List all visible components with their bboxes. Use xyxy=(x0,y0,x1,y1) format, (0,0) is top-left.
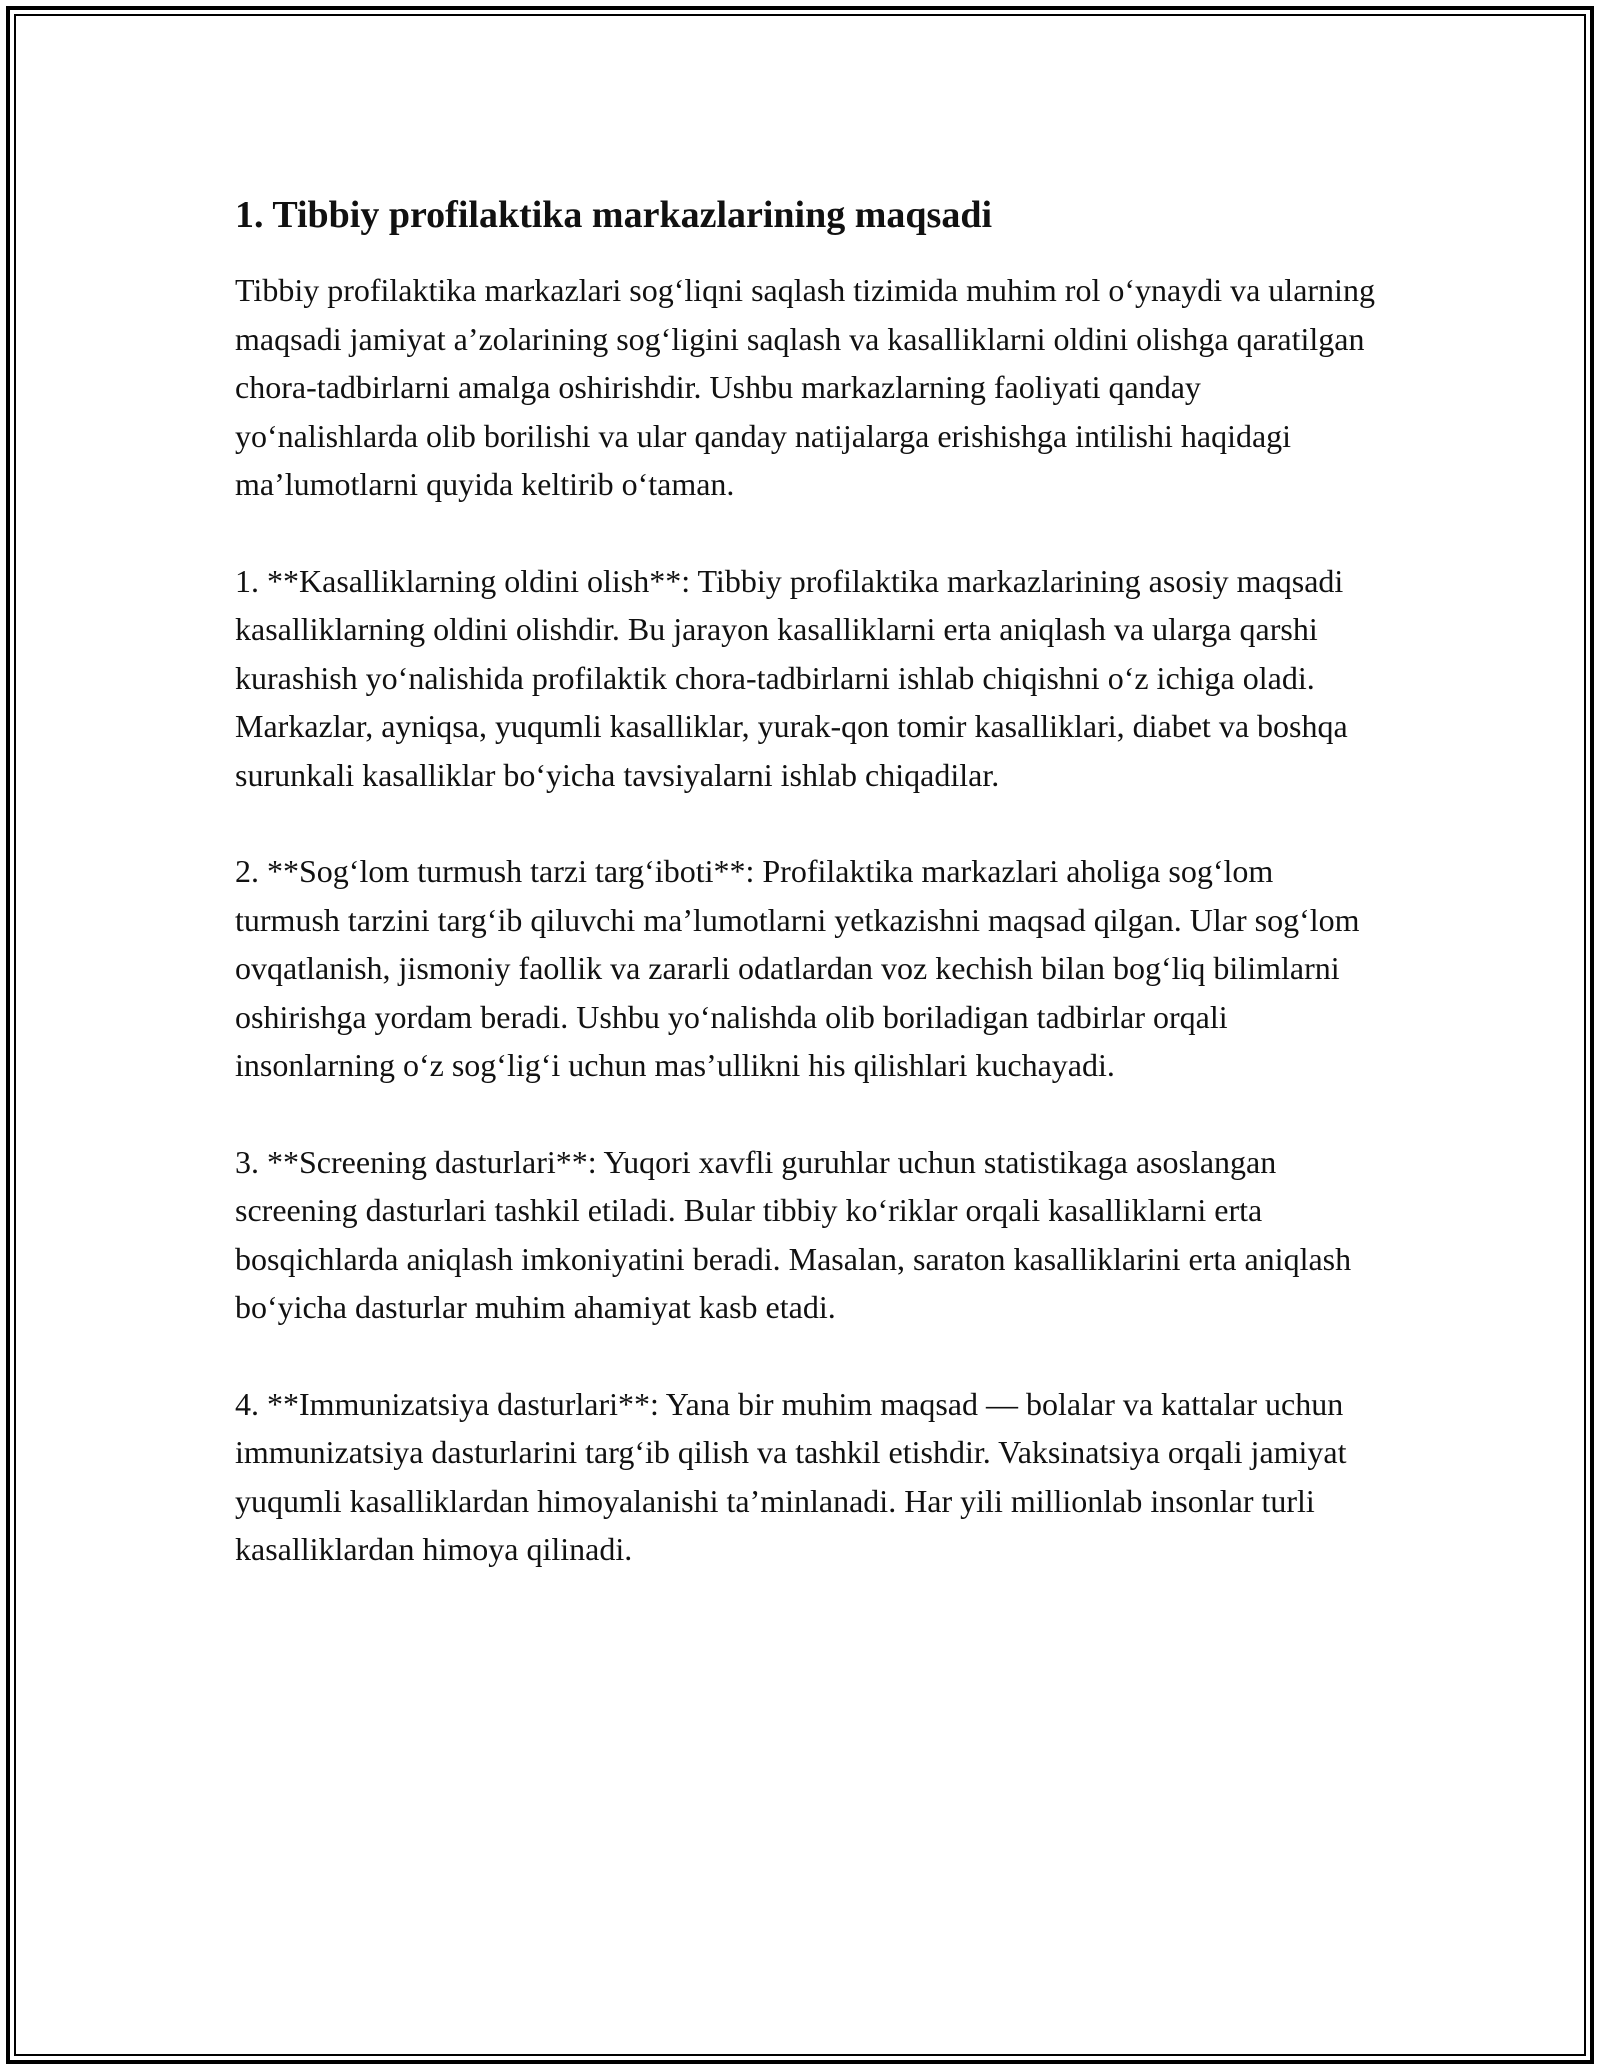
section-heading: 1. Tibbiy profilaktika markazlarining maqsadi xyxy=(235,194,993,236)
document-body xyxy=(235,186,1375,1622)
paragraph-immunization-programs: 4. **Immunizatsiya dasturlari**: Yana bir muhim maqsad — bolalar va kattalar uchun immunizatsiya dasturlarini targ‘ib qilish va tashkil etishdir. Vaksinatsiya orqali jamiyat yuqumli kasalliklardan himoyalanishi ta’minlanadi. Har yili millionlab insonlar turli kasalliklardan himoya qilinadi. xyxy=(235,1385,1347,1567)
paragraph-healthy-lifestyle: 2. **Sog‘lom turmush tarzi targ‘iboti**: Profilaktika markazlari aholiga sog‘lom turmush tarzini targ‘ib qiluvchi ma’lumotlarni yetkazishni maqsad qilgan. Ular sog‘lom ovqatlanish, jismoniy faollik va zararli odatlardan voz kechish bilan bog‘liq bilimlarni oshirishga yordam beradi. Ushbu yo‘nalishda olib boriladigan tadbirlar orqali insonlarning o‘z sog‘lig‘i uchun mas’ullikni his qilishlari kuchayadi. xyxy=(235,853,1360,1083)
intro-paragraph: Tibbiy profilaktika markazlari sog‘liqni saqlash tizimida muhim rol o‘ynaydi va ularning maqsadi jamiyat a’zolarining sog‘ligini saqlash va kasalliklarni oldini olishga qaratilgan chora-tadbirlarni amalga oshirishdir. Ushbu markazlarning faoliyati qanday yo‘nalishlarda olib borilishi va ular qanday natijalarga erishishga intilishi haqidagi ma’lumotlarni quyida keltirib o‘taman. xyxy=(235,272,1375,502)
paragraph-screening-programs: 3. **Screening dasturlari**: Yuqori xavfli guruhlar uchun statistikaga asoslangan screening dasturlari tashkil etiladi. Bular tibbiy ko‘riklar orqali kasalliklarni erta bosqichlarda aniqlash imkoniyatini beradi. Masalan, saraton kasalliklarini erta aniqlash bo‘yicha dasturlar muhim ahamiyat kasb etadi. xyxy=(235,1143,1352,1325)
paragraph-disease-prevention: 1. **Kasalliklarning oldini olish**: Tibbiy profilaktika markazlarining asosiy maqsadi kasalliklarning oldini olishdir. Bu jarayon kasalliklarni erta aniqlash va ularga qarshi kurashish yo‘nalishida profilaktik chora-tadbirlarni ishlab chiqishni o‘z ichiga oladi. Markazlar, ayniqsa, yuqumli kasalliklar, yurak-qon tomir kasalliklari, diabet va boshqa surunkali kasalliklar bo‘yicha tavsiyalarni ishlab chiqadilar. xyxy=(235,562,1348,793)
